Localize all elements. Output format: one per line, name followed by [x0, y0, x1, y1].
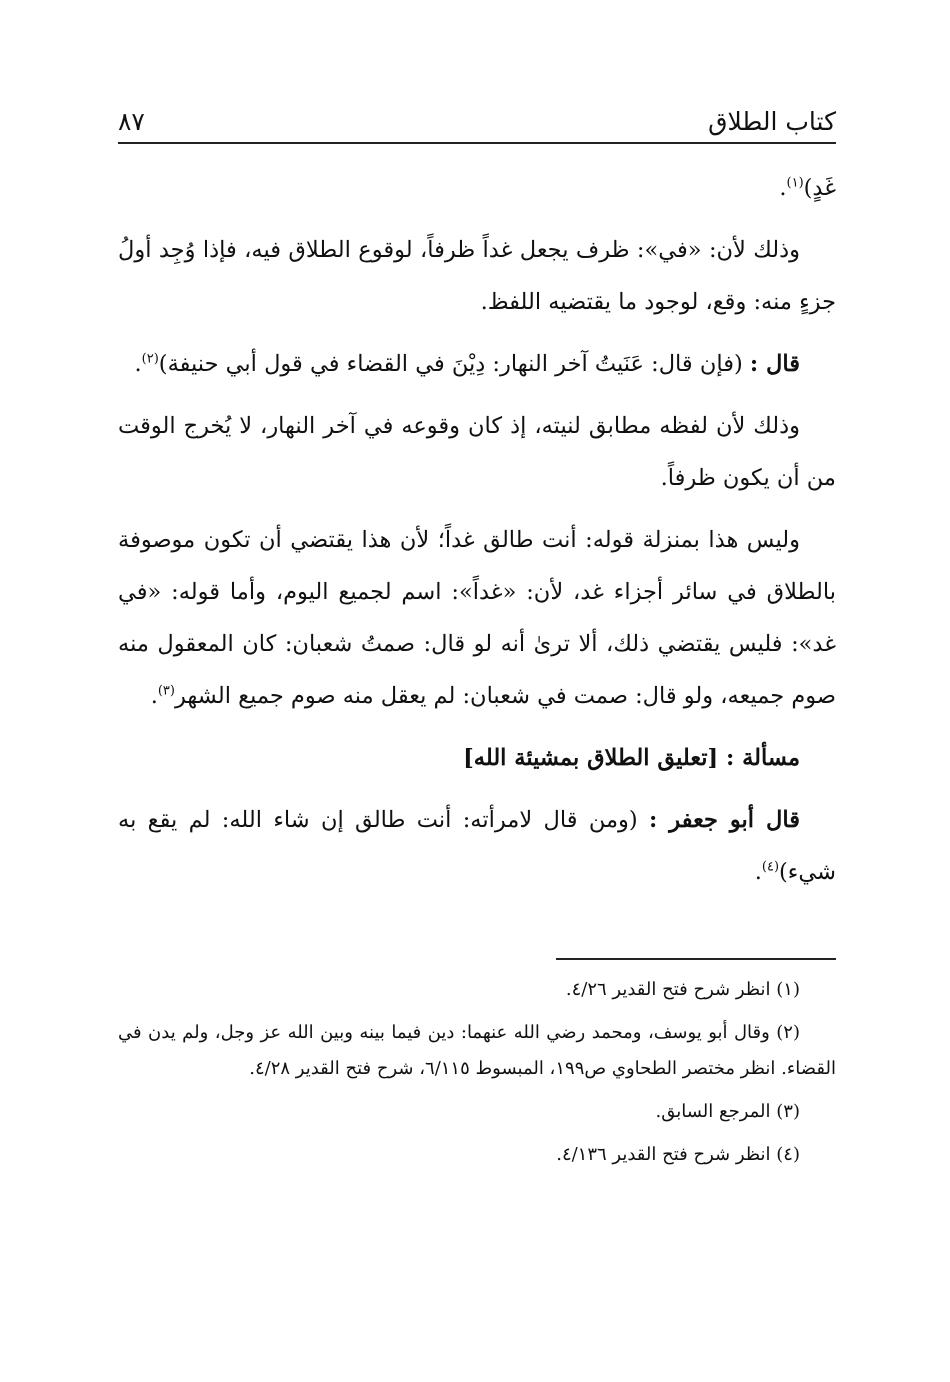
footnotes [118, 972, 836, 1180]
footnote-ref-2: (٢) [141, 351, 159, 367]
paragraph-text: (فإن قال: عَنَيتُ آخر النهار: دِيْنَ في القضاء في قول أبي حنيفة) [158, 351, 750, 377]
page-header [118, 96, 836, 144]
paragraph-end: . [134, 351, 142, 377]
paragraph-5 [118, 514, 836, 722]
paragraph-7 [118, 794, 836, 898]
speaker-label: قال : [749, 351, 800, 377]
running-title: كتاب الطلاق [708, 107, 836, 136]
footnote-divider [556, 958, 836, 960]
footnote-ref-1: (١) [786, 175, 804, 191]
footnote-ref-4: (٤) [761, 859, 780, 875]
paragraph-text: غَدٍ) [803, 175, 836, 201]
paragraph-4 [118, 400, 836, 504]
main-text [118, 162, 836, 908]
book-page [118, 0, 836, 1382]
section-title: [تعليق الطلاق بمشيئة الله] [463, 745, 726, 771]
footnote-3: (٣) المرجع السابق. [655, 1101, 800, 1122]
paragraph-text: وذلك لأن: «في»: ظرف يجعل غداً ظرفاً، لوقوع الطلاق فيه، فإذا وُجِد أولُ جزءٍ منه: وقع، لوجود ما يقتضيه اللفظ. [118, 237, 836, 315]
section-label: مسألة : [725, 745, 800, 771]
paragraph-end: . [779, 175, 787, 201]
paragraph-3 [118, 338, 836, 390]
paragraph-text: (ومن قال لامرأته: أنت طالق إن شاء الله: لم يقع به شيء) [118, 807, 836, 885]
footnote-1: (١) انظر شرح فتح القدير ٤/٢٦. [565, 979, 800, 1000]
section-heading [118, 732, 836, 784]
paragraph-end: . [754, 859, 762, 885]
footnote-ref-3: (٣) [157, 683, 175, 699]
footnote-2: (٢) وقال أبو يوسف، ومحمد رضي الله عنهما: دين فيما بينه وبين الله عز وجل، ولم يدن في القضاء. انظر مختصر الطحاوي ص١٩٩، المبسوط ٦/١١٥، شرح فتح القدير ٤/٢٨. [118, 1022, 836, 1079]
paragraph-text: وذلك لأن لفظه مطابق لنيته، إذ كان وقوعه في آخر النهار، لا يُخرج الوقت من أن يكون ظرفاً. [118, 413, 836, 491]
paragraph-1 [118, 162, 836, 214]
page-number: ٨٧ [118, 107, 145, 136]
footnote-4: (٤) انظر شرح فتح القدير ٤/١٣٦. [556, 1144, 800, 1165]
paragraph-text: وليس هذا بمنزلة قوله: أنت طالق غداً؛ لأن هذا يقتضي أن تكون موصوفة بالطلاق في سائر أجزاء غد، لأن: «غداً»: اسم لجميع اليوم، وأما قوله: «في غد»: فليس يقتضي ذلك، ألا ترىٰ أنه لو قال: صمتُ شعبان: كان المعقول منه صوم جميعه، ولو قال: صمت في شعبان: لم يعقل منه صوم جميع الشهر [118, 527, 836, 709]
speaker-label: قال أبو جعفر : [648, 807, 801, 833]
paragraph-2 [118, 224, 836, 328]
paragraph-end: . [150, 683, 158, 709]
